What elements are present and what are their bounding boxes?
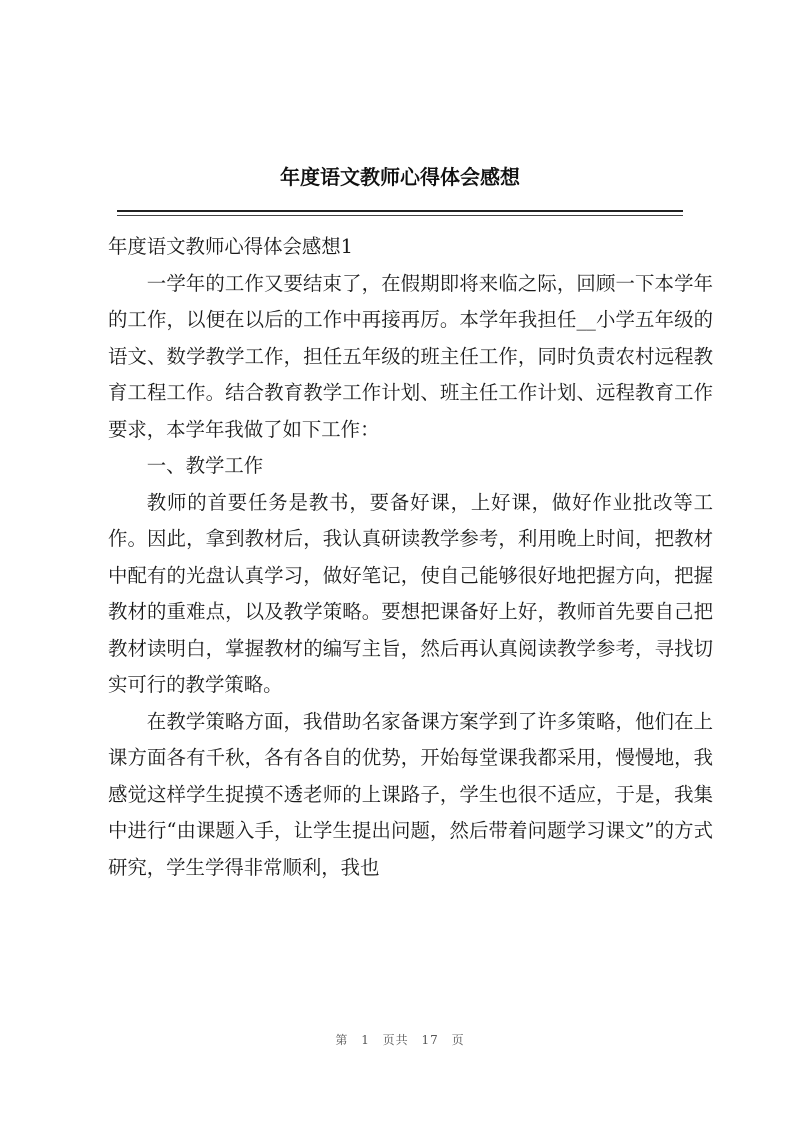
page-title: 年度语文教师心得体会感想: [280, 165, 520, 189]
paragraph-teaching-strategy: 在教学策略方面，我借助名家备课方案学到了许多策略，他们在上课方面各有千秋，各有各自的优势，开始每堂课我都采用，慢慢地，我感觉这样学生捉摸不透老师的上课路子，学生也很不适应，于是，我集中进行“由课题入手，让学生提出问题，然后带着问题学习课文”的方式研究，学生学得非常顺利，我也: [108, 709, 713, 879]
section-heading: 年度语文教师心得体会感想1: [108, 235, 354, 258]
page-footer: [0, 1032, 800, 1048]
section-heading-teaching: 一、教学工作: [146, 454, 264, 477]
footer-total-pages: 17: [421, 1033, 439, 1047]
title-divider-thin: [117, 215, 683, 216]
paragraph-teaching-duty: 教师的首要任务是教书，要备好课，上好课，做好作业批改等工作。因此，拿到教材后，我认真研读教学参考，利用晚上时间，把教材中配有的光盘认真学习，做好笔记，使自己能够很好地把握方向，把握教材的重难点，以及教学策略。要想把课备好上好，教师首先要自己把教材读明白，掌握教材的编写主旨，然后再认真阅读教学参考，寻找切实可行的教学策略。: [108, 490, 713, 696]
paragraph-intro: 一学年的工作又要结束了，在假期即将来临之际，回顾一下本学年的工作，以便在以后的工作中再接再厉。本学年我担任__小学五年级的语文、数学教学工作，担任五年级的班主任工作，同时负责农村远程教育工程工作。结合教育教学工作计划、班主任工作计划、远程教育工作要求，本学年我做了如下工作：: [108, 271, 713, 441]
footer-label-page: 第: [335, 1033, 349, 1047]
footer-label-pages: 页: [451, 1033, 465, 1047]
title-divider-thick: [117, 210, 683, 212]
footer-current-page: 1: [361, 1033, 370, 1047]
footer-label-of: 页共: [382, 1033, 409, 1047]
document-body: [108, 229, 713, 886]
